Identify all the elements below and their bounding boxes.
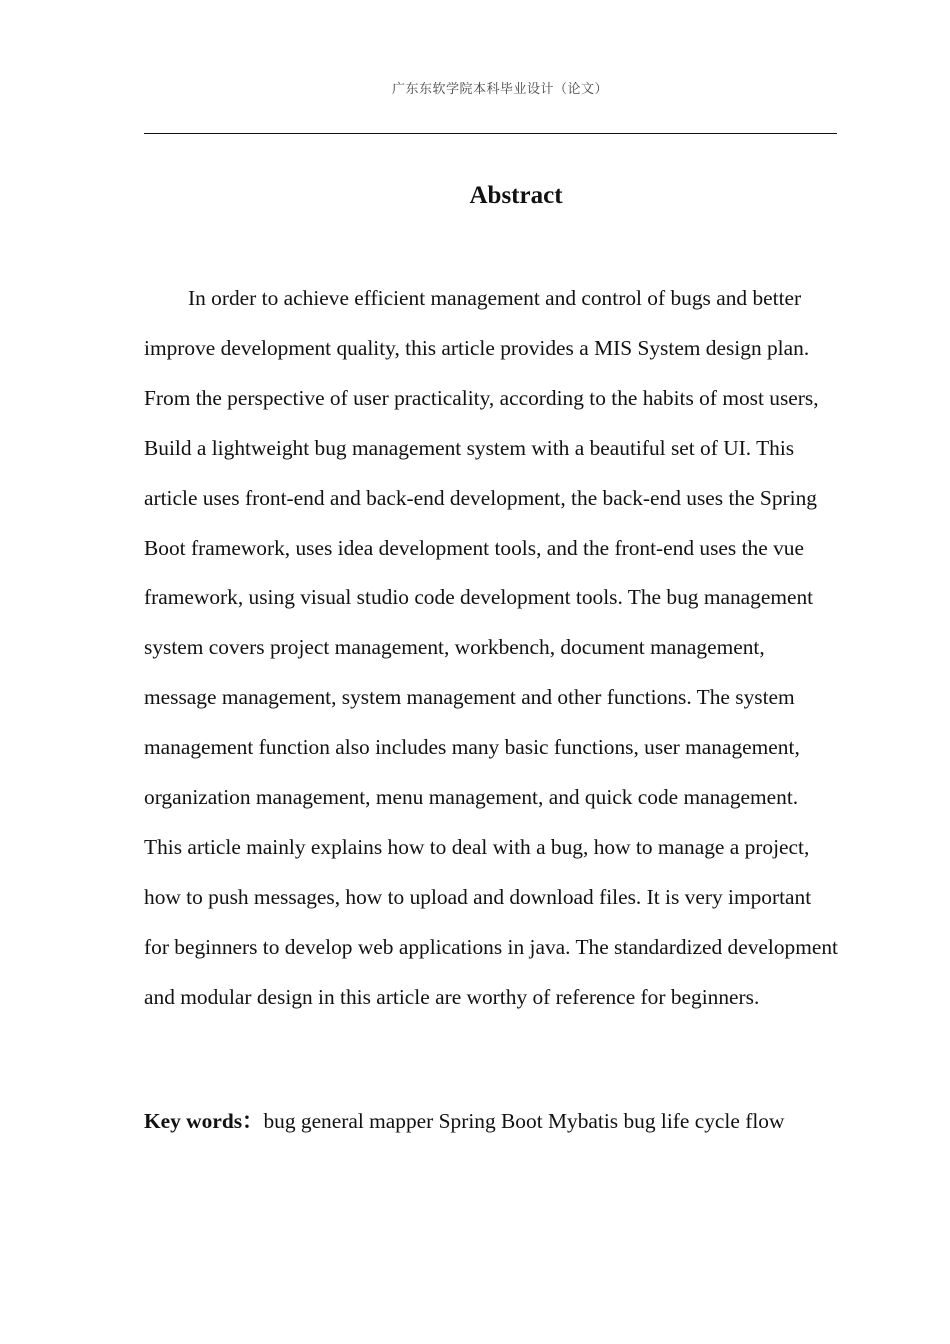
keywords-label: Key words： [144,1109,264,1133]
running-header: 广东东软学院本科毕业设计（论文） [391,82,608,97]
abstract-body: In order to achieve efficient management and control of bugs and better improve development quality, this article provides a MIS System design plan. From the perspective of user practicality, according to the habits of most users, Build a lightweight bug management system with a beautiful set of UI. This article uses front-end and back-end development, the back-end uses the Spring Boot framework, uses idea development tools, and the front-end uses the vue framework, using visual studio code development tools. The bug management system covers project management, workbench, document management, message management, system management and other functions. The system management function also includes many basic functions, user management, organization management, menu management, and quick code management. This article mainly explains how to deal with a bug, how to manage a project, how to push messages, how to upload and download files. It is very important for beginners to develop web applications in java. The standardized development and modular design in this article are worthy of reference for beginners. [144,286,838,1009]
keywords-value: bug general mapper Spring Boot Mybatis bug life cycle flow [263,1109,785,1133]
abstract-title: Abstract [469,182,563,209]
keywords-line [144,1104,864,1138]
header-divider [144,133,837,134]
